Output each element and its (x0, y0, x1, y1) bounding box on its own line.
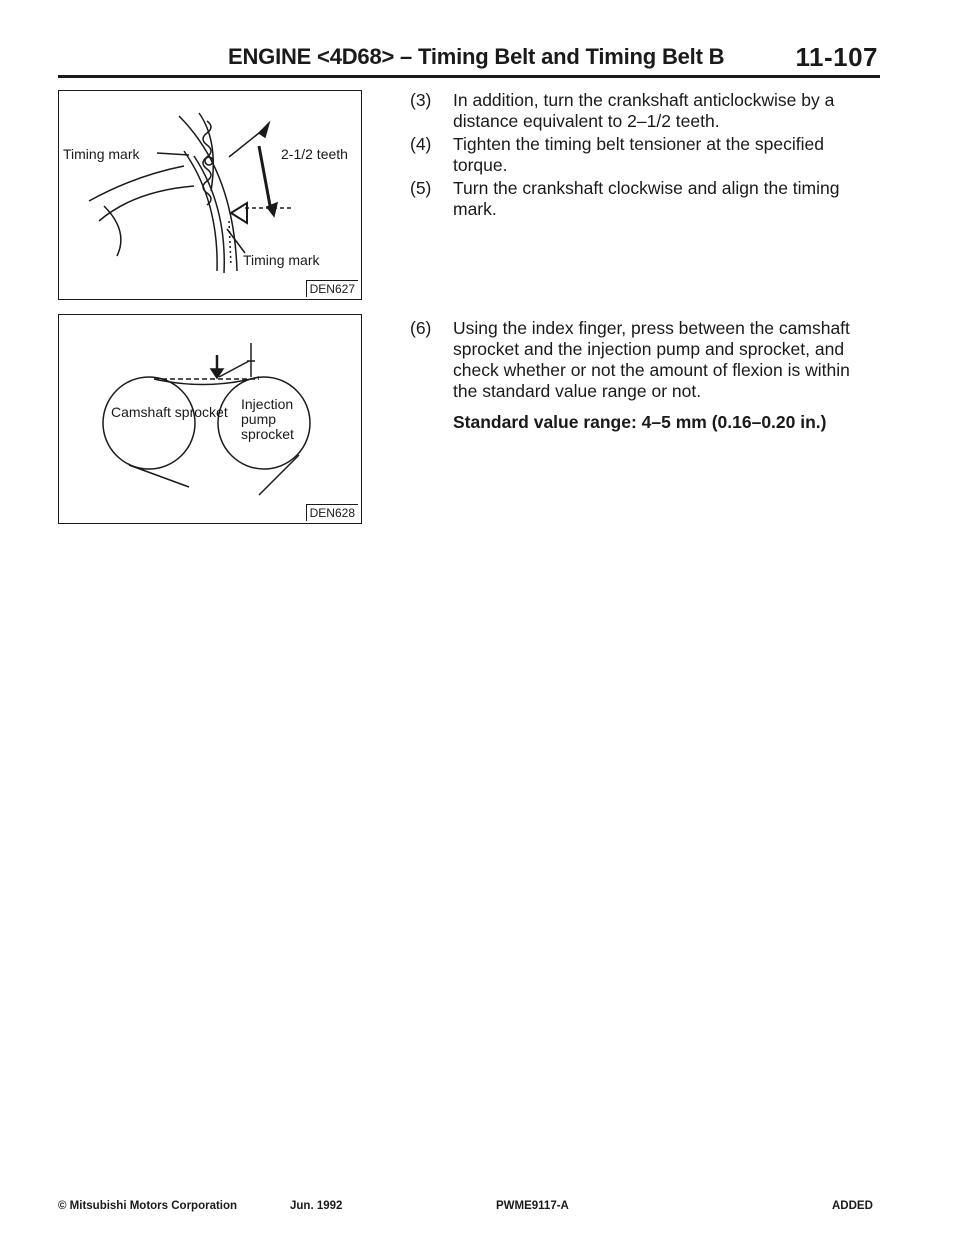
page-title: ENGINE <4D68> – Timing Belt and Timing Belt B (228, 44, 725, 69)
step-text: In addition, turn the crankshaft anticlockwise by a distance equivalent to 2–1/2 teeth. (453, 90, 835, 131)
figure-id: DEN628 (306, 504, 358, 521)
step-item (410, 90, 872, 132)
step-number: (4) (410, 134, 432, 154)
step-item (410, 178, 872, 220)
step-number: (3) (410, 90, 432, 110)
step-number: (5) (410, 178, 432, 198)
steps-group-1 (410, 90, 872, 222)
footer-code: PWME9117-A (496, 1200, 569, 1212)
step-text: Tighten the timing belt tensioner at the specified torque. (453, 134, 824, 175)
figure-timing-marks (58, 90, 362, 300)
standard-value-spec: Standard value range: 4–5 mm (0.16–0.20 in.) (453, 412, 827, 432)
step-item (410, 134, 872, 176)
figure-belt-flexion (58, 314, 362, 524)
header-rule (58, 75, 880, 78)
step-text: Turn the crankshaft clockwise and align the timing mark. (453, 178, 840, 219)
timing-mark-label: Timing mark (63, 146, 140, 162)
injection-pump-sprocket-label: Injection pump sprocket (241, 396, 294, 442)
step-number: (6) (410, 318, 432, 338)
step-item (410, 318, 872, 433)
footer-copyright: © Mitsubishi Motors Corporation (58, 1200, 238, 1212)
camshaft-sprocket-label: Camshaft sprocket (111, 404, 228, 420)
footer-status: ADDED (832, 1200, 873, 1212)
footer-date: Jun. 1992 (290, 1200, 343, 1212)
page-header (58, 42, 880, 74)
timing-mark-bottom-label: Timing mark (243, 252, 320, 268)
steps-group-2 (410, 318, 872, 435)
teeth-label: 2-1/2 teeth (281, 146, 348, 162)
step-text: Using the index finger, press between the camshaft sprocket and the injection pump and sprocket, and check whether or not the amount of flexion is within the standard value range or not. (453, 318, 850, 401)
figure-id: DEN627 (306, 280, 358, 297)
page-number: 11-107 (795, 42, 878, 72)
